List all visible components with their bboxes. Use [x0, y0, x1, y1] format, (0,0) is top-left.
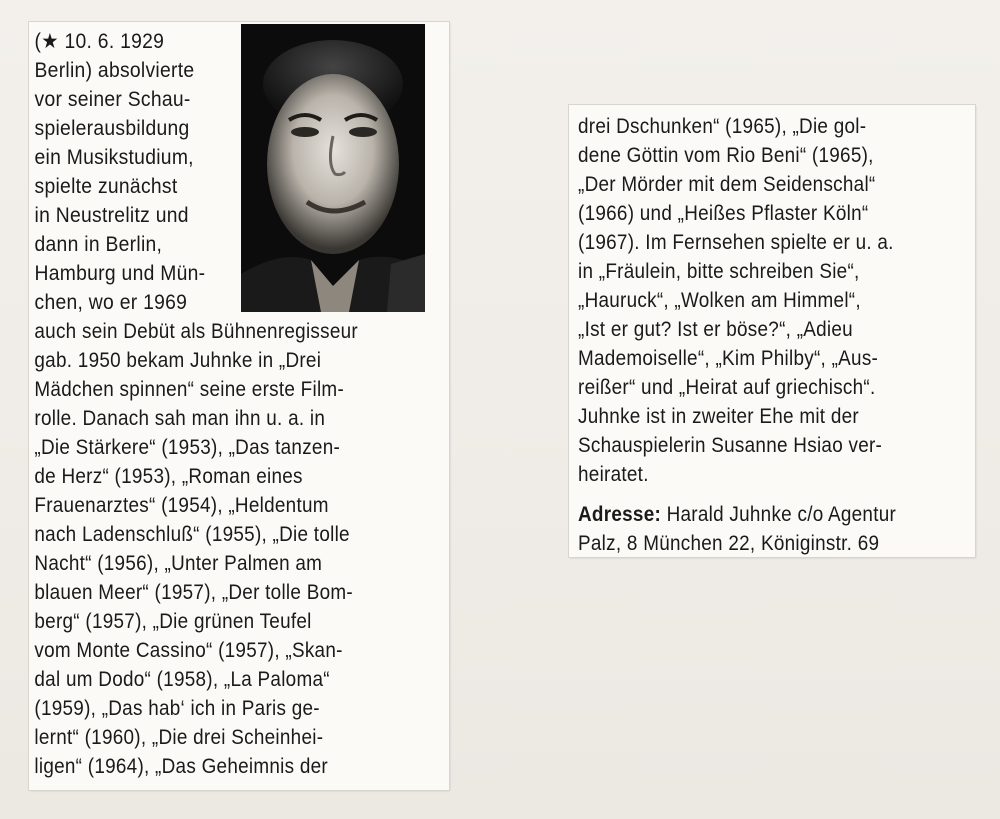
text-line: Nacht“ (1956), „Unter Palmen am [34, 552, 323, 575]
text-line: „Der Mörder mit dem Seidenschal“ [578, 173, 876, 196]
address-label: Adresse: [578, 503, 662, 526]
text-line: (1959), „Das hab‘ ich in Paris ge- [34, 697, 320, 720]
text-line: chen, wo er 1969 [34, 291, 188, 314]
text-line: „Ist er gut? Ist er böse?“, „Adieu [578, 318, 853, 341]
text-line: ein Musikstudium, [34, 146, 194, 169]
text-line: rolle. Danach sah man ihn u. a. in [34, 407, 326, 430]
text-line: reißer“ und „Heirat auf griechisch“. [578, 376, 876, 399]
text-line: spielerausbildung [34, 117, 190, 140]
text-line: Hamburg und Mün- [34, 262, 206, 285]
text-line: Mädchen spinnen“ seine erste Film- [34, 378, 345, 401]
text-line: dann in Berlin, [34, 233, 163, 256]
text-line: in Neustrelitz und [34, 204, 189, 227]
right-clipping [569, 105, 975, 557]
text-line: vom Monte Cassino“ (1957), „Skan- [34, 639, 343, 662]
text-line: (★ 10. 6. 1929 [34, 30, 165, 53]
text-line: (1967). Im Fernsehen spielte er u. a. [578, 231, 894, 254]
text-line: „Die Stärkere“ (1953), „Das tanzen- [34, 436, 341, 459]
text-line: Mademoiselle“, „Kim Philby“, „Aus- [578, 347, 879, 370]
text-line: Berlin) absolvierte [34, 59, 195, 82]
text-line: spielte zunächst [34, 175, 178, 198]
text-line: Juhnke ist in zweiter Ehe mit der [578, 405, 859, 428]
text-line: lernt“ (1960), „Die drei Scheinhei- [34, 726, 324, 749]
text-line: nach Ladenschluß“ (1955), „Die tolle [34, 523, 350, 546]
text-line: blauen Meer“ (1957), „Der tolle Bom- [34, 581, 353, 604]
portrait-photo [241, 24, 425, 312]
text-line: in „Fräulein, bitte schreiben Sie“, [578, 260, 860, 283]
text-line: heiratet. [578, 463, 649, 486]
text-line: dene Göttin vom Rio Beni“ (1965), [578, 144, 874, 167]
text-line: de Herz“ (1953), „Roman eines [34, 465, 303, 488]
text-line: Schauspielerin Susanne Hsiao ver- [578, 434, 883, 457]
text-line: „Hauruck“, „Wolken am Himmel“, [578, 289, 861, 312]
address-line [569, 501, 896, 528]
text-line: Frauenarztes“ (1954), „Heldentum [34, 494, 329, 517]
text-line: ligen“ (1964), „Das Geheimnis der [34, 755, 328, 778]
address-line: Palz, 8 München 22, Königinstr. 69 [578, 532, 880, 555]
text-line: drei Dschunken“ (1965), „Die gol- [578, 115, 867, 138]
text-line: dal um Dodo“ (1958), „La Paloma“ [34, 668, 330, 691]
text-line: auch sein Debüt als Bühnenregisseur [34, 320, 359, 343]
text-line: vor seiner Schau- [34, 88, 191, 111]
text-line: gab. 1950 bekam Juhnke in „Drei [34, 349, 322, 372]
left-clipping [29, 22, 449, 790]
text-line: berg“ (1957), „Die grünen Teufel [34, 610, 312, 633]
text-line: (1966) und „Heißes Pflaster Köln“ [578, 202, 869, 225]
address-text: Harald Juhnke c/o Agentur [661, 503, 897, 526]
portrait-image [241, 24, 425, 312]
